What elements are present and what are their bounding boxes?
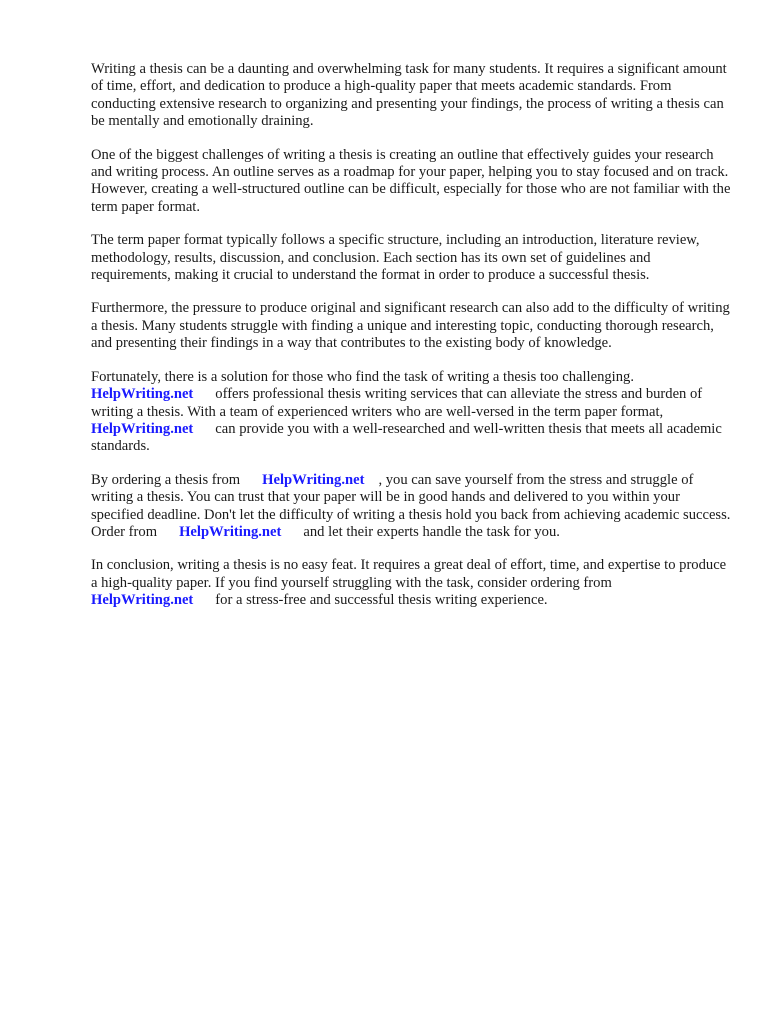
paragraph-term-paper-format: The term paper format typically follows a specific structure, including an introduction, literature review, methodology, results, discussion, and conclusion. Each section has its own set of guidelines and requirements, making it crucial to understand the format in order to produce a successful thesis.	[91, 232, 700, 284]
paragraph-ordering-text-a: By ordering a thesis from	[91, 471, 241, 488]
paragraph-intro: Writing a thesis can be a daunting and overwhelming task for many students. It requires a significant amount of time, effort, and dedication to produce a high-quality paper that meets academic standards. From conducting extensive research to organizing and presenting your findings, the process of writing a thesis can be mentally and emotionally draining.	[91, 61, 727, 130]
paragraph-solution-text-b: offers professional thesis writing services that can alleviate the stress and burden of writing a thesis. With a team of experienced writers who are well-versed in the term paper format,	[91, 386, 703, 420]
paragraph-ordering-text-c: and let their experts handle the task for you.	[303, 523, 560, 540]
helpwriting-link[interactable]: HelpWriting.net	[91, 592, 194, 609]
helpwriting-link[interactable]: HelpWriting.net	[262, 471, 365, 488]
paragraph-solution-text-a: Fortunately, there is a solution for those who find the task of writing a thesis too challenging.	[91, 368, 634, 385]
helpwriting-link[interactable]: HelpWriting.net	[91, 386, 194, 403]
paragraph-conclusion	[91, 557, 731, 609]
paragraph-ordering	[91, 472, 731, 542]
helpwriting-link[interactable]: HelpWriting.net	[91, 420, 194, 437]
helpwriting-link[interactable]: HelpWriting.net	[179, 523, 282, 540]
paragraph-conclusion-text-a: In conclusion, writing a thesis is no easy feat. It requires a great deal of effort, time, and expertise to produce a high-quality paper. If you find yourself struggling with the task, consider ordering from	[91, 557, 727, 591]
paragraph-outline-challenge: One of the biggest challenges of writing a thesis is creating an outline that effectively guides your research and writing process. An outline serves as a roadmap for your paper, helping you to stay focused and on track. However, creating a well-structured outline can be difficult, especially for those who are not familiar with the term paper format.	[91, 146, 731, 215]
paragraph-pressure: Furthermore, the pressure to produce original and significant research can also add to the difficulty of writing a thesis. Many students struggle with finding a unique and interesting topic, conducting thorough research, and presenting their findings in a way that contributes to the existing body of knowledge.	[91, 300, 730, 352]
document-body	[91, 61, 731, 626]
paragraph-conclusion-text-b: for a stress-free and successful thesis writing experience.	[215, 592, 548, 609]
paragraph-solution-text-c: can provide you with a well-researched and well-written thesis that meets all academic standards.	[91, 420, 722, 455]
paragraph-ordering-text-b: , you can save yourself from the stress and struggle of writing a thesis. You can trust that your paper will be in good hands and delivered to you within your specified deadline. Don't let the difficulty of writing a thesis hold you back from achieving academic success. Order from	[91, 471, 731, 540]
paragraph-solution	[91, 369, 731, 456]
